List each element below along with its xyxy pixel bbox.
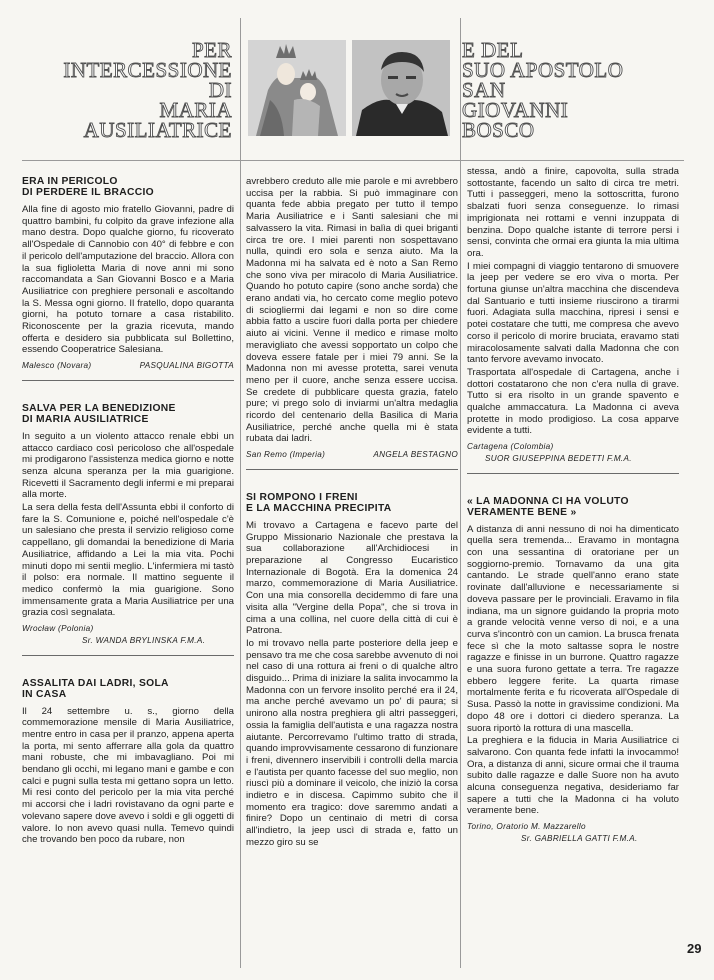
article-heading [22, 678, 234, 700]
signature-name: ANGELA BESTAGNO [373, 450, 458, 460]
article-4 [246, 492, 458, 849]
signature-name: SUOR GIUSEPPINA BEDETTI F.M.A. [485, 453, 632, 463]
article-paragraph: Il 24 settembre u. s., giorno della commemorazione mensile di Maria Ausiliatrice, mentre entro in casa per il pranzo, appena aperta la porta, mi sento afferrare alla gola da quattro mani robuste, che mi imbavagliano. Poi mi bendano gli occhi, mi legano mani e gambe e con calci e pugni sulla testa mi gettano sopra un letto. Mi resi conto del pericolo per la mia vita perché mi accorsi che i ladri rovistavano da ogni parte e volevano sapere dove avevo i soldi e gli oggetti di valore. Io non avevo quasi nulla. Temevo quindi che trovando ben poco da rubare, non [22, 705, 234, 846]
title-line: MARIA [159, 98, 232, 122]
article-paragraph: A distanza di anni nessuno di noi ha dimenticato quella sera tremenda... Eravamo in montagna con una sessantina di oratoriane per un soggiorno-premio. Tornavamo da una gita cantando. Le strade quell'anno erano state rovinate dall'alluvione e necessariamente si doveva passare per le provinciali. Eravamo in fila indiana, ma un signore guidando la propria moto a grande velocità venne verso di noi, e a una curva s'incontrò con un camion. La brusca frenata fece sì che la moto saltasse sopra le nostre ragazze e finisse in un burrone. Quattro ragazze e una suora furono gettate a terra. Tre ragazze ebbero leggere ferite. La quarta rimase mortalmente ferita e fu ricoverata all'Ospedale di Susa. Passò la notte in gravissime condizioni. Ma dopo 48 ore i dottori ci diedero speranza. La suora riportò la rottura di una mascella. [467, 523, 679, 734]
signature-place: Malesco (Novara) [22, 361, 92, 371]
title-line: PER [191, 38, 232, 62]
article-2 [22, 403, 234, 656]
title-line: SAN [462, 78, 506, 102]
article-3 [22, 678, 234, 846]
title-line: SUO APOSTOLO [462, 58, 624, 82]
article-signature [246, 449, 458, 461]
article-signature [22, 360, 234, 372]
title-line: AUSILIATRICE [83, 118, 232, 142]
article-end-rule [22, 380, 234, 381]
page-number: 29 [687, 941, 702, 956]
signature-place: Torino, Oratorio M. Mazzarello [467, 822, 586, 832]
article-paragraph: In seguito a un violento attacco renale ebbi un attacco cardiaco così pericoloso che all'ospedale mi prodigarono l'assistenza medica giorno e notte senza alcuna speranza per la mia guarigione. Ricevetti il Sacramento degli infermi e mi preparai alla morte. [22, 430, 234, 501]
article-paragraph: stessa, andò a finire, capovolta, sulla strada sottostante, facendo un salto di circa tre metri. Tutti i passeggeri, meno la sottoscritta, furono sbalzati fuori senza conseguenze. Io rimasi imprigionata nei rottami e venni inzuppata di benzina. Dopo qualche istante di terrore persi i sensi, convinta che ormai era giunta la mia ultima ora. [467, 166, 679, 259]
heading-line: DI PERDERE IL BRACCIO [22, 187, 154, 198]
article-3-continued [246, 176, 458, 470]
madonna-image [248, 40, 346, 136]
heading-line: DI MARIA AUSILIATRICE [22, 413, 149, 425]
heading-line: E LA MACCHINA PRECIPITA [246, 502, 392, 514]
article-end-rule [246, 469, 458, 470]
signature-place: Wrocław (Polonia) [22, 624, 94, 634]
heading-line: SALVA PER LA BENEDIZIONE [22, 402, 176, 414]
article-paragraph: Mi trovavo a Cartagena e facevo parte del Gruppo Missionario Nazionale che prestava la sua collaborazione all'Archidiocesi in preparazione al Congresso Eucaristico Internazionale di Bogotà. Era la domenica 24 marzo, commemorazione di Maria Ausiliatrice. Con una mia consorella decidemmo di fare una visita alla "Vergine della Popa", che si trova in cima a una collina, nel cuore della città di cui è Patrona. [246, 519, 458, 637]
article-4-continued [467, 166, 679, 474]
article-signature [467, 441, 679, 453]
title-line: BOSCO [462, 118, 535, 142]
title-line: INTERCESSIONE [63, 58, 232, 82]
saint-john-bosco-photo [352, 40, 450, 136]
saint-john-bosco-image [352, 40, 450, 136]
header-title-left [63, 40, 232, 140]
heading-line: ASSALITA DAI LADRI, SOLA [22, 677, 169, 689]
column-2 [246, 176, 458, 849]
article-heading [246, 492, 458, 514]
article-1 [22, 176, 234, 381]
signature-name: PASQUALINA BIGOTTA [139, 361, 234, 371]
article-heading [22, 176, 234, 198]
column-1 [22, 176, 234, 846]
heading-line: VERAMENTE BENE » [467, 506, 577, 518]
signature-place: San Remo (Imperia) [246, 450, 326, 460]
column-3 [467, 166, 679, 845]
article-paragraph: La sera della festa dell'Assunta ebbi il conforto di fare la S. Comunione e, poiché nell'ospedale c'è un salesiano che presta il servizio religioso come cappellano, gli domandai la benedizione di Maria Ausiliatrice, affidando a Lei la mia vita. Pochi minuti dopo mi sentii meglio. L'infermiera mi tastò il polso: era normale. Il mattino seguente il medico confermò la mia guarigione. Sono immensamente grata a Maria Ausiliatrice per una grazia così segnalata. [22, 502, 234, 619]
heading-line: IN CASA [22, 688, 67, 700]
madonna-photo [248, 40, 346, 136]
article-signature [467, 821, 679, 833]
article-paragraph: avrebbero creduto alle mie parole e mi avrebbero uccisa per la rabbia. Si può immaginare con quanta fede abbia pregato per tutto il tempo Maria Ausiliatrice e i Santi salesiani che mi salvassero la vita. Rimasi in balìa di quei briganti circa tre ore. I miei parenti non sospettavano nulla, quindi ero sola e senza aiuto. Ma la Madonna mi ha salvata ed è noto a San Remo che sono viva per miracolo di Maria Ausiliatrice. Quando ho potuto capire (sono anche sorda) che erano andati via, ho cercato come meglio potevo di sciogliermi dai legami e non so dire come abbia fatto a uscire fuori dalla porta per chiedere aiuto ai vicini. Venne il medico e rimase molto meravigliato che avessi sopportato un colpo che doveva essere fatale per i miei 79 anni. Se la Madonna non mi avesse protetta, sarei venuta meno per il cuore, anche senza essere uccisa. Se credete di pubblicare questa grazia, fatelo pure; vi prego solo di inviarmi un'altra medaglia ricordo del centenario della Basilica di Maria Ausiliatrice, perché anche quella mi è stata rubata dai ladri. [246, 176, 458, 445]
signature-name: Sr. GABRIELLA GATTI F.M.A. [521, 833, 638, 843]
heading-line: SI ROMPONO I FRENI [246, 491, 358, 503]
article-paragraph: Alla fine di agosto mio fratello Giovanni, padre di quattro bambini, fu colpito da grave infezione alla mano destra. Dopo qualche giorno, fu ricoverato all'Ospedale di Cannobio con 40° di febbre e con il pericolo dell'amputazione del braccio. Allora con la sua figlioletta Maria di nove anni mi sono raccomandata a San Giovanni Bosco e a Maria Ausiliatrice con preghiere personali e ascoltando la S. Messa ogni giorno. Il fratello, dopo quaranta giorni, ha potuto tornare a casa ristabilito. Riconoscente per la grazia ricevuta, mando offerta e desidero sia pubblicata sul Bollettino, essendo Cooperatrice Salesiana. [22, 204, 234, 356]
article-signature [22, 623, 234, 635]
title-line: DI [208, 78, 232, 102]
title-line: E DEL [462, 38, 524, 62]
heading-line: « LA MADONNA CI HA VOLUTO [467, 495, 629, 507]
article-paragraph: Trasportata all'ospedale di Cartagena, anche i dottori costatarono che non c'era nulla di grave. Tutto si era risolto in un grande spavento e qualche ammaccatura. La Madonna ci aveva protette in modo prodigioso. La cosa apparve evidente a tutti. [467, 366, 679, 437]
header-divider [22, 160, 684, 161]
signature-name: Sr. WANDA BRYLINSKA F.M.A. [82, 635, 206, 645]
title-line: GIOVANNI [462, 98, 569, 122]
article-heading [467, 496, 679, 518]
signature-place: Cartagena (Colombia) [467, 442, 554, 452]
article-paragraph: La preghiera e la fiducia in Maria Ausiliatrice ci salvarono. Con quanta fede infatti la invocammo! Ora, a distanza di anni, sicure ormai che il trauma subito dalle ragazze e dalle Suore non ha avuto alcuna conseguenza negativa, desideriamo far sapere a tutti che la Madonna ci ha voluto veramente bene. [467, 735, 679, 817]
article-end-rule [22, 655, 234, 656]
article-5 [467, 496, 679, 845]
article-paragraph: Io mi trovavo nella parte posteriore della jeep e pensavo tra me che cosa sarebbe avvenuto di noi nel caso di una rottura ai freni o di qualche altro disguido... Prima di iniziare la salita invocammo la Madonna con un fervore insolito perché era il 24, ma anche perché avevamo un po' di paura; si unirono alla nostra preghiera gli altri passeggeri, ossia la famiglia dell'autista e una ragazza nostra aiutante. Percorrevamo l'ultimo tratto di strada, quando improvvisamente cessarono di funzionare i freni, divennero inservibili i controlli della marcia e l'autista per quanto facesse del suo meglio, non riuscì più a dominare il veicolo, che iniziò la corsa indietro e in discesa. Capimmo subito che il momento era tragico: dove saremmo andati a finire? Dopo un centinaio di metri di corsa all'indietro, la jeep uscì di strada e, fatto un mezzo giro su se [246, 637, 458, 848]
article-paragraph: I miei compagni di viaggio tentarono di smuovere la jeep per vedere se ero viva o morta. Per fortuna giunse un'altra macchina che discendeva dal Santuario e tutti insieme riuscirono a tirarmi fuori. Adagiata sulla macchina, ripresi i sensi e potei costatare che tutti, me compresa che avevo corso il pericolo di morire bruciata, eravamo stati miracolosamente salvati dalla Madonna che con tanto fervore avevamo invocato. [467, 260, 679, 366]
header-title-right [462, 40, 623, 140]
article-end-rule [467, 473, 679, 474]
heading-line: ERA IN PERICOLO [22, 176, 118, 187]
article-heading [22, 403, 234, 425]
